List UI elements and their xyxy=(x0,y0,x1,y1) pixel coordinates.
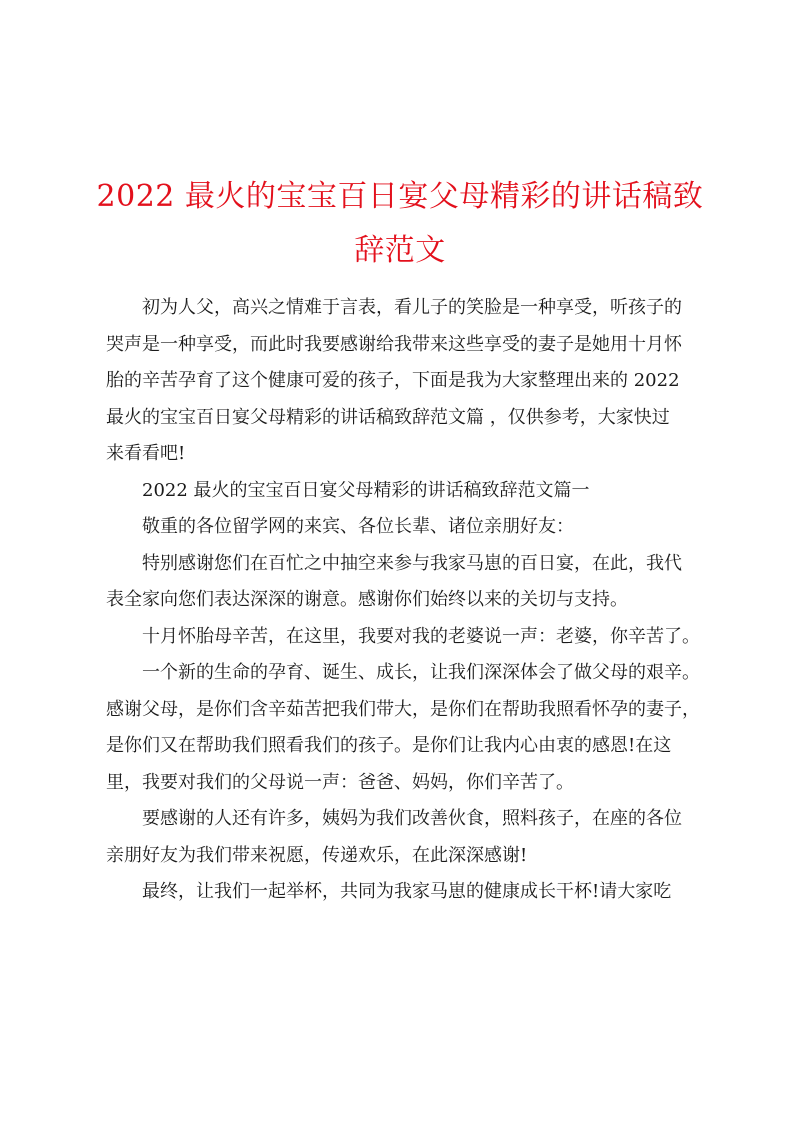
body-line: 是你们又在帮助我们照看我们的孩子。是你们让我内心由衷的感恩!在这 xyxy=(106,735,672,756)
body-line: 一个新的生命的孕育、诞生、成长，让我们深深体会了做父母的艰辛。 xyxy=(142,662,700,683)
title-line-2: 辞范文 xyxy=(354,233,446,268)
body-line: 表全家向您们表达深深的谢意。感谢你们始终以来的关切与支持。 xyxy=(106,589,628,610)
body-line: 感谢父母，是你们含辛茹苦把我们带大，是你们在帮助我照看怀孕的妻子， xyxy=(106,698,700,720)
body-line: 哭声是一种享受，而此时我要感谢给我带来这些享受的妻子是她用十月怀 xyxy=(106,333,682,355)
body-line: 敬重的各位留学网的来宾、各位长辈、诸位亲朋好友： xyxy=(142,516,574,537)
body-line: 初为人父，高兴之情难于言表，看儿子的笑脸是一种享受，听孩子的 xyxy=(142,297,682,318)
body-line: 胎的辛苦孕育了这个健康可爱的孩子，下面是我为大家整理出来的 2022 xyxy=(106,370,680,391)
title-line-1: 2022 最火的宝宝百日宴父母精彩的讲话稿致 xyxy=(96,179,704,214)
body-line: 最火的宝宝百日宴父母精彩的讲话稿致辞范文篇 ，仅供参考，大家快过 xyxy=(106,406,670,428)
body-line: 特别感谢您们在百忙之中抽空来参与我家马崽的百日宴，在此，我代 xyxy=(142,552,682,574)
body-line: 十月怀胎母辛苦，在这里，我要对我的老婆说一声：老婆，你辛苦了。 xyxy=(142,625,700,647)
body-line: 来看看吧! xyxy=(106,443,186,464)
body-line: 要感谢的人还有许多，姨妈为我们改善伙食，照料孩子，在座的各位 xyxy=(142,808,682,829)
body-line: 亲朋好友为我们带来祝愿，传递欢乐，在此深深感谢! xyxy=(106,844,528,866)
document-body xyxy=(106,290,704,911)
body-line: 最终，让我们一起举杯，共同为我家马崽的健康成长干杯!请大家吃 xyxy=(142,881,672,902)
body-line: 里，我要对我们的父母说一声：爸爸、妈妈，你们辛苦了。 xyxy=(106,771,574,793)
section-heading: 2022 最火的宝宝百日宴父母精彩的讲话稿致辞范文篇一 xyxy=(142,479,590,501)
document-title xyxy=(90,170,710,278)
